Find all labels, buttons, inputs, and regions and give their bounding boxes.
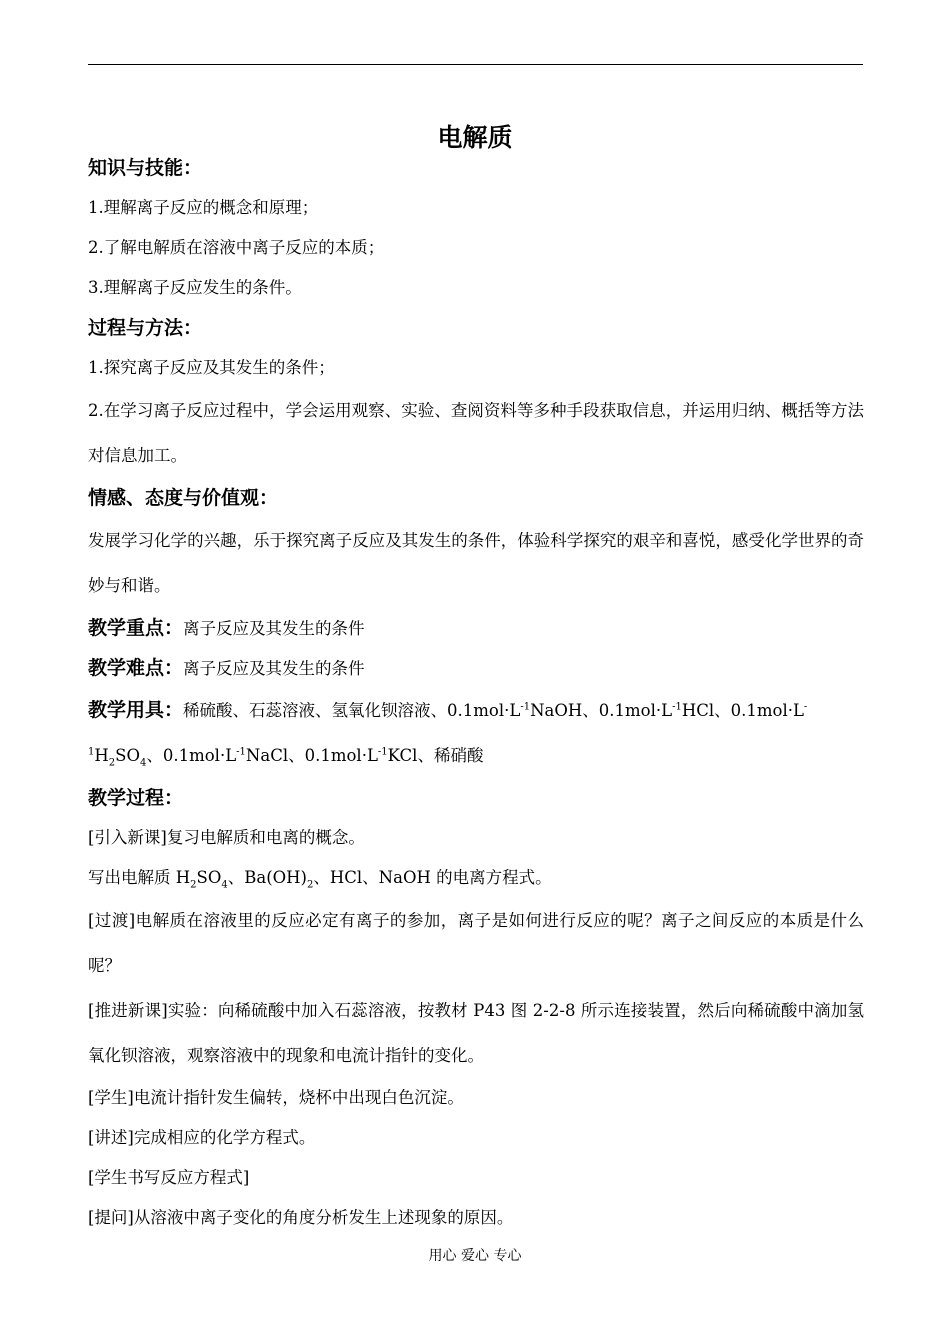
tools-t6: 、0.1mol·L bbox=[146, 746, 237, 765]
tools-sup-2: -1 bbox=[672, 701, 682, 713]
process-p2 bbox=[88, 858, 864, 898]
heading-teaching-process: 教学过程： bbox=[88, 787, 184, 809]
difficulty-text: 离子反应及其发生的条件 bbox=[183, 659, 365, 678]
tools-text bbox=[88, 688, 864, 778]
key-point-text: 离子反应及其发生的条件 bbox=[183, 619, 365, 638]
process-p4: [推进新课]实验：向稀硫酸中加入石蕊溶液，按教材 P43 图 2-2-8 所示连接装置，然后向稀硫酸中滴加氢氧化钡溶液，观察溶液中的现象和电流计指针的变化。 bbox=[88, 1001, 864, 1065]
process-p1: [引入新课]复习电解质和电离的概念。 bbox=[88, 828, 365, 847]
p2-c: 、Ba(OH) bbox=[227, 868, 307, 887]
tools-t8: KCl、稀硝酸 bbox=[387, 746, 484, 765]
tools-t2: NaOH、0.1mol·L bbox=[530, 701, 673, 720]
document-body bbox=[88, 148, 864, 1238]
tools-t5: SO bbox=[115, 746, 140, 765]
tools-sup-1: -1 bbox=[520, 701, 531, 713]
tools-sup-5: -1 bbox=[377, 746, 388, 758]
process-item-1: 1.探究离子反应及其发生的条件； bbox=[88, 358, 335, 377]
tools-sup-3b: 1 bbox=[88, 746, 95, 758]
process-p3: [过渡]电解质在溶液里的反应必定有离子的参加，离子是如何进行反应的呢？离子之间反应的本质是什么呢？ bbox=[88, 911, 864, 975]
knowledge-item-1: 1.理解离子反应的概念和原理； bbox=[88, 198, 319, 217]
tools-t4: H bbox=[94, 746, 109, 765]
document-title: 电解质 bbox=[437, 123, 513, 152]
heading-emotion: 情感、态度与价值观： bbox=[88, 487, 279, 509]
heading-knowledge: 知识与技能： bbox=[88, 157, 203, 179]
p2-sub-2a: 2 bbox=[190, 879, 197, 891]
difficulty-line bbox=[88, 648, 864, 688]
tools-sup-4: -1 bbox=[236, 746, 246, 758]
process-item-2: 2.在学习离子反应过程中，学会运用观察、实验、查阅资料等多种手段获取信息，并运用归纳、概括等方法对信息加工。 bbox=[88, 401, 864, 465]
key-point-label: 教学重点： bbox=[88, 617, 184, 639]
tools-t1: 稀硫酸、石蕊溶液、氢氧化钡溶液、0.1mol·L bbox=[183, 701, 521, 720]
tools-sup-3a: - bbox=[803, 701, 808, 713]
tools-t7: NaCl、0.1mol·L bbox=[245, 746, 378, 765]
knowledge-item-2: 2.了解电解质在溶液中离子反应的本质； bbox=[88, 238, 385, 257]
p2-b: SO bbox=[196, 868, 222, 887]
tools-sub-2: 2 bbox=[108, 757, 116, 769]
knowledge-item-3: 3.理解离子反应发生的条件。 bbox=[88, 278, 302, 297]
process-p6: [讲述]完成相应的化学方程式。 bbox=[88, 1128, 316, 1147]
heading-process: 过程与方法： bbox=[88, 317, 203, 339]
p2-sub-4: 4 bbox=[221, 879, 228, 891]
process-p5: [学生]电流计指针发生偏转，烧杯中出现白色沉淀。 bbox=[88, 1088, 464, 1107]
difficulty-label: 教学难点： bbox=[88, 657, 184, 679]
tools-sub-4: 4 bbox=[139, 757, 147, 769]
p2-d: 、HCl、NaOH 的电离方程式。 bbox=[313, 868, 552, 887]
p2-a: 写出电解质 H bbox=[88, 868, 191, 887]
p2-sub-2b: 2 bbox=[307, 879, 314, 891]
page-footer: 用心 爱心 专心 bbox=[428, 1248, 522, 1264]
process-p8: [提问]从溶液中离子变化的角度分析发生上述现象的原因。 bbox=[88, 1208, 514, 1227]
emotion-text: 发展学习化学的兴趣，乐于探究离子反应及其发生的条件，体验科学探究的艰辛和喜悦，感受化学世界的奇妙与和谐。 bbox=[88, 531, 864, 595]
key-point-line bbox=[88, 608, 864, 648]
tools-label: 教学用具： bbox=[88, 699, 184, 721]
process-p7: [学生书写反应方程式] bbox=[88, 1168, 250, 1187]
tools-t3: HCl、0.1mol·L bbox=[681, 701, 804, 720]
header-rule bbox=[88, 64, 863, 65]
